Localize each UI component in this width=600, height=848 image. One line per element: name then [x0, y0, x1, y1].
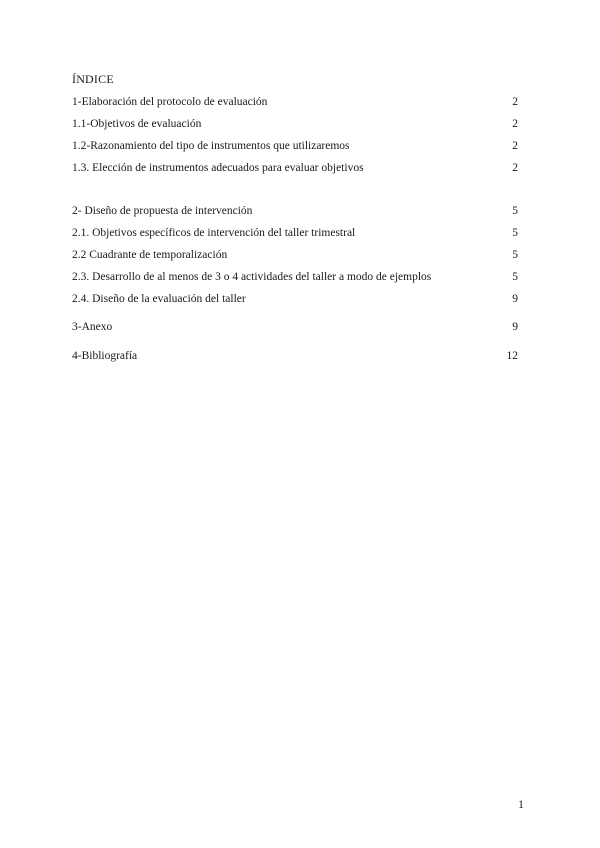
toc-entry-page: 2	[512, 162, 518, 174]
toc-entry[interactable]	[72, 161, 518, 175]
toc-entry[interactable]	[72, 226, 518, 240]
toc-entry-page: 9	[512, 293, 518, 305]
toc-entry-page: 5	[512, 249, 518, 261]
toc-entry-label: 2.4. Diseño de la evaluación del taller	[72, 293, 246, 305]
toc-entry-page: 5	[512, 227, 518, 239]
toc-entry-label: 2.3. Desarrollo de al menos de 3 o 4 actividades del taller a modo de ejemplos	[72, 271, 432, 283]
toc-entry[interactable]	[72, 270, 518, 284]
toc-entry[interactable]	[72, 139, 518, 153]
toc-entry-label: 2.1. Objetivos específicos de intervención del taller trimestral	[72, 227, 356, 239]
toc-entry[interactable]	[72, 320, 518, 334]
toc-entry[interactable]	[72, 204, 518, 218]
toc-entry-label: 2- Diseño de propuesta de intervención	[72, 205, 253, 217]
toc-entry-page: 2	[512, 118, 518, 130]
toc-entry-label: 4-Bibliografía	[72, 350, 138, 362]
toc-entry-label: 3-Anexo	[72, 321, 113, 333]
toc-entry-page: 5	[512, 271, 518, 283]
toc-entry-page: 5	[512, 205, 518, 217]
toc-entry-page: 2	[512, 140, 518, 152]
toc-entry-page: 12	[506, 350, 518, 362]
toc-entry-label: 2.2 Cuadrante de temporalización	[72, 249, 228, 261]
toc-entry-label: 1.2-Razonamiento del tipo de instrumentos que utilizaremos	[72, 140, 350, 152]
toc-entry[interactable]	[72, 292, 518, 306]
toc-entry-label: 1-Elaboración del protocolo de evaluación	[72, 96, 268, 108]
toc-title: ÍNDICE	[72, 72, 114, 86]
toc-entry[interactable]	[72, 95, 518, 109]
toc-entry[interactable]	[72, 349, 518, 363]
toc-entry-page: 2	[512, 96, 518, 108]
toc-entry-label: 1.3. Elección de instrumentos adecuados para evaluar objetivos	[72, 162, 364, 174]
toc-entry-page: 9	[512, 321, 518, 333]
toc-entry-label: 1.1-Objetivos de evaluación	[72, 118, 202, 130]
page-number: 1	[518, 797, 524, 811]
toc-entry[interactable]	[72, 248, 518, 262]
toc-entry[interactable]	[72, 117, 518, 131]
